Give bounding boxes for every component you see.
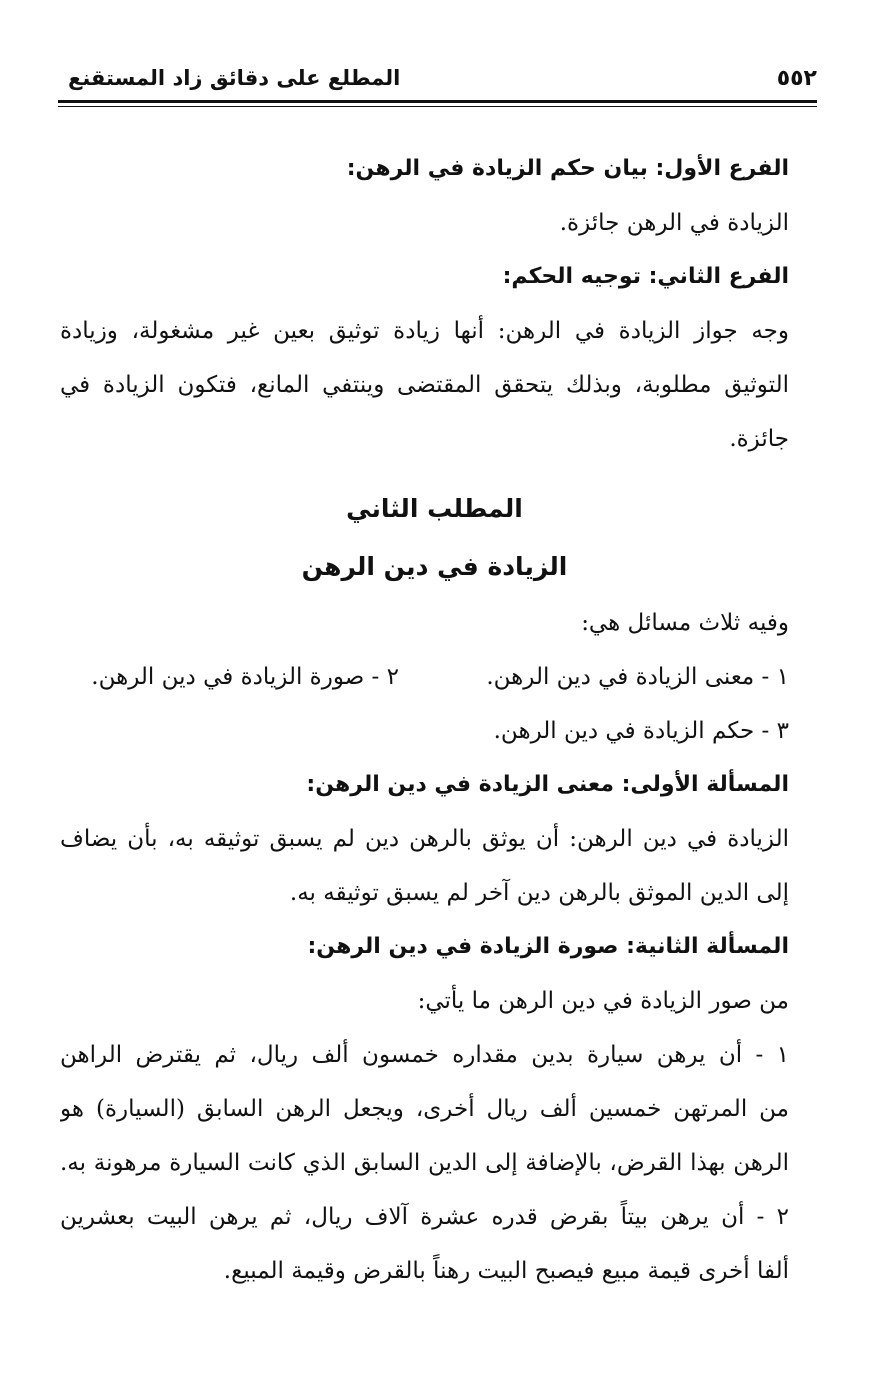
issue-item: ١ - معنى الزيادة في دين الرهن. (486, 664, 789, 690)
issue2-intro: من صور الزيادة في دين الرهن ما يأتي: (417, 988, 789, 1014)
branch1-heading: الفرع الأول: بيان حكم الزيادة في الرهن: (346, 156, 789, 181)
paragraph-line: وجه جواز الزيادة في الرهن: أنها زيادة توثيق بعين غير مشغولة، وزيادة (60, 318, 789, 344)
branch2-heading: الفرع الثاني: توجيه الحكم: (502, 264, 789, 289)
paragraph-line: الزيادة في دين الرهن: أن يوثق بالرهن دين لم يسبق توثيقه به، بأن يضاف (60, 826, 789, 852)
issue2-heading: المسألة الثانية: صورة الزيادة في دين الرهن: (307, 934, 789, 959)
issues-row (60, 650, 789, 704)
paragraph-line: ١ - أن يرهن سيارة بدين مقداره خمسون ألف ريال، ثم يقترض الراهن (60, 1042, 789, 1068)
paragraph-line: إلى الدين الموثق بالرهن دين آخر لم يسبق توثيقه به. (289, 880, 789, 906)
branch1-text: الزيادة في الرهن جائزة. (559, 210, 789, 236)
page-header (62, 62, 817, 96)
paragraph-line: الرهن بهذا القرض، بالإضافة إلى الدين السابق الذي كانت السيارة مرهونة به. (60, 1150, 789, 1176)
page-body (60, 142, 789, 1298)
issue-item: ٣ - حكم الزيادة في دين الرهن. (493, 718, 789, 744)
header-rule-thick (58, 100, 817, 103)
header-rule-thin (58, 106, 817, 107)
paragraph-line: ٢ - أن يرهن بيتاً بقرض قدره عشرة آلاف ريال، ثم يرهن البيت بعشرين (60, 1204, 789, 1230)
paragraph-line: ألفا أخرى قيمة مبيع فيصبح البيت رهناً بالقرض وقيمة المبيع. (223, 1258, 789, 1284)
paragraph-line: جائزة. (729, 426, 789, 452)
section-subtitle: الزيادة في دين الرهن (301, 552, 568, 581)
running-title: المطلع على دقائق زاد المستقنع (68, 66, 401, 90)
page-number: ٥٥٢ (776, 66, 817, 91)
issue1-heading: المسألة الأولى: معنى الزيادة في دين الرهن: (306, 772, 789, 797)
issue-item: ٢ - صورة الزيادة في دين الرهن. (91, 664, 399, 690)
paragraph-line: من المرتهن خمسين ألف ريال أخرى، ويجعل الرهن السابق (السيارة) هو (60, 1096, 789, 1122)
issues-intro: وفيه ثلاث مسائل هي: (581, 610, 789, 636)
paragraph-line: التوثيق مطلوبة، وبذلك يتحقق المقتضى وينتفي المانع، فتكون الزيادة في (60, 372, 789, 398)
section-title: المطلب الثاني (346, 494, 523, 523)
